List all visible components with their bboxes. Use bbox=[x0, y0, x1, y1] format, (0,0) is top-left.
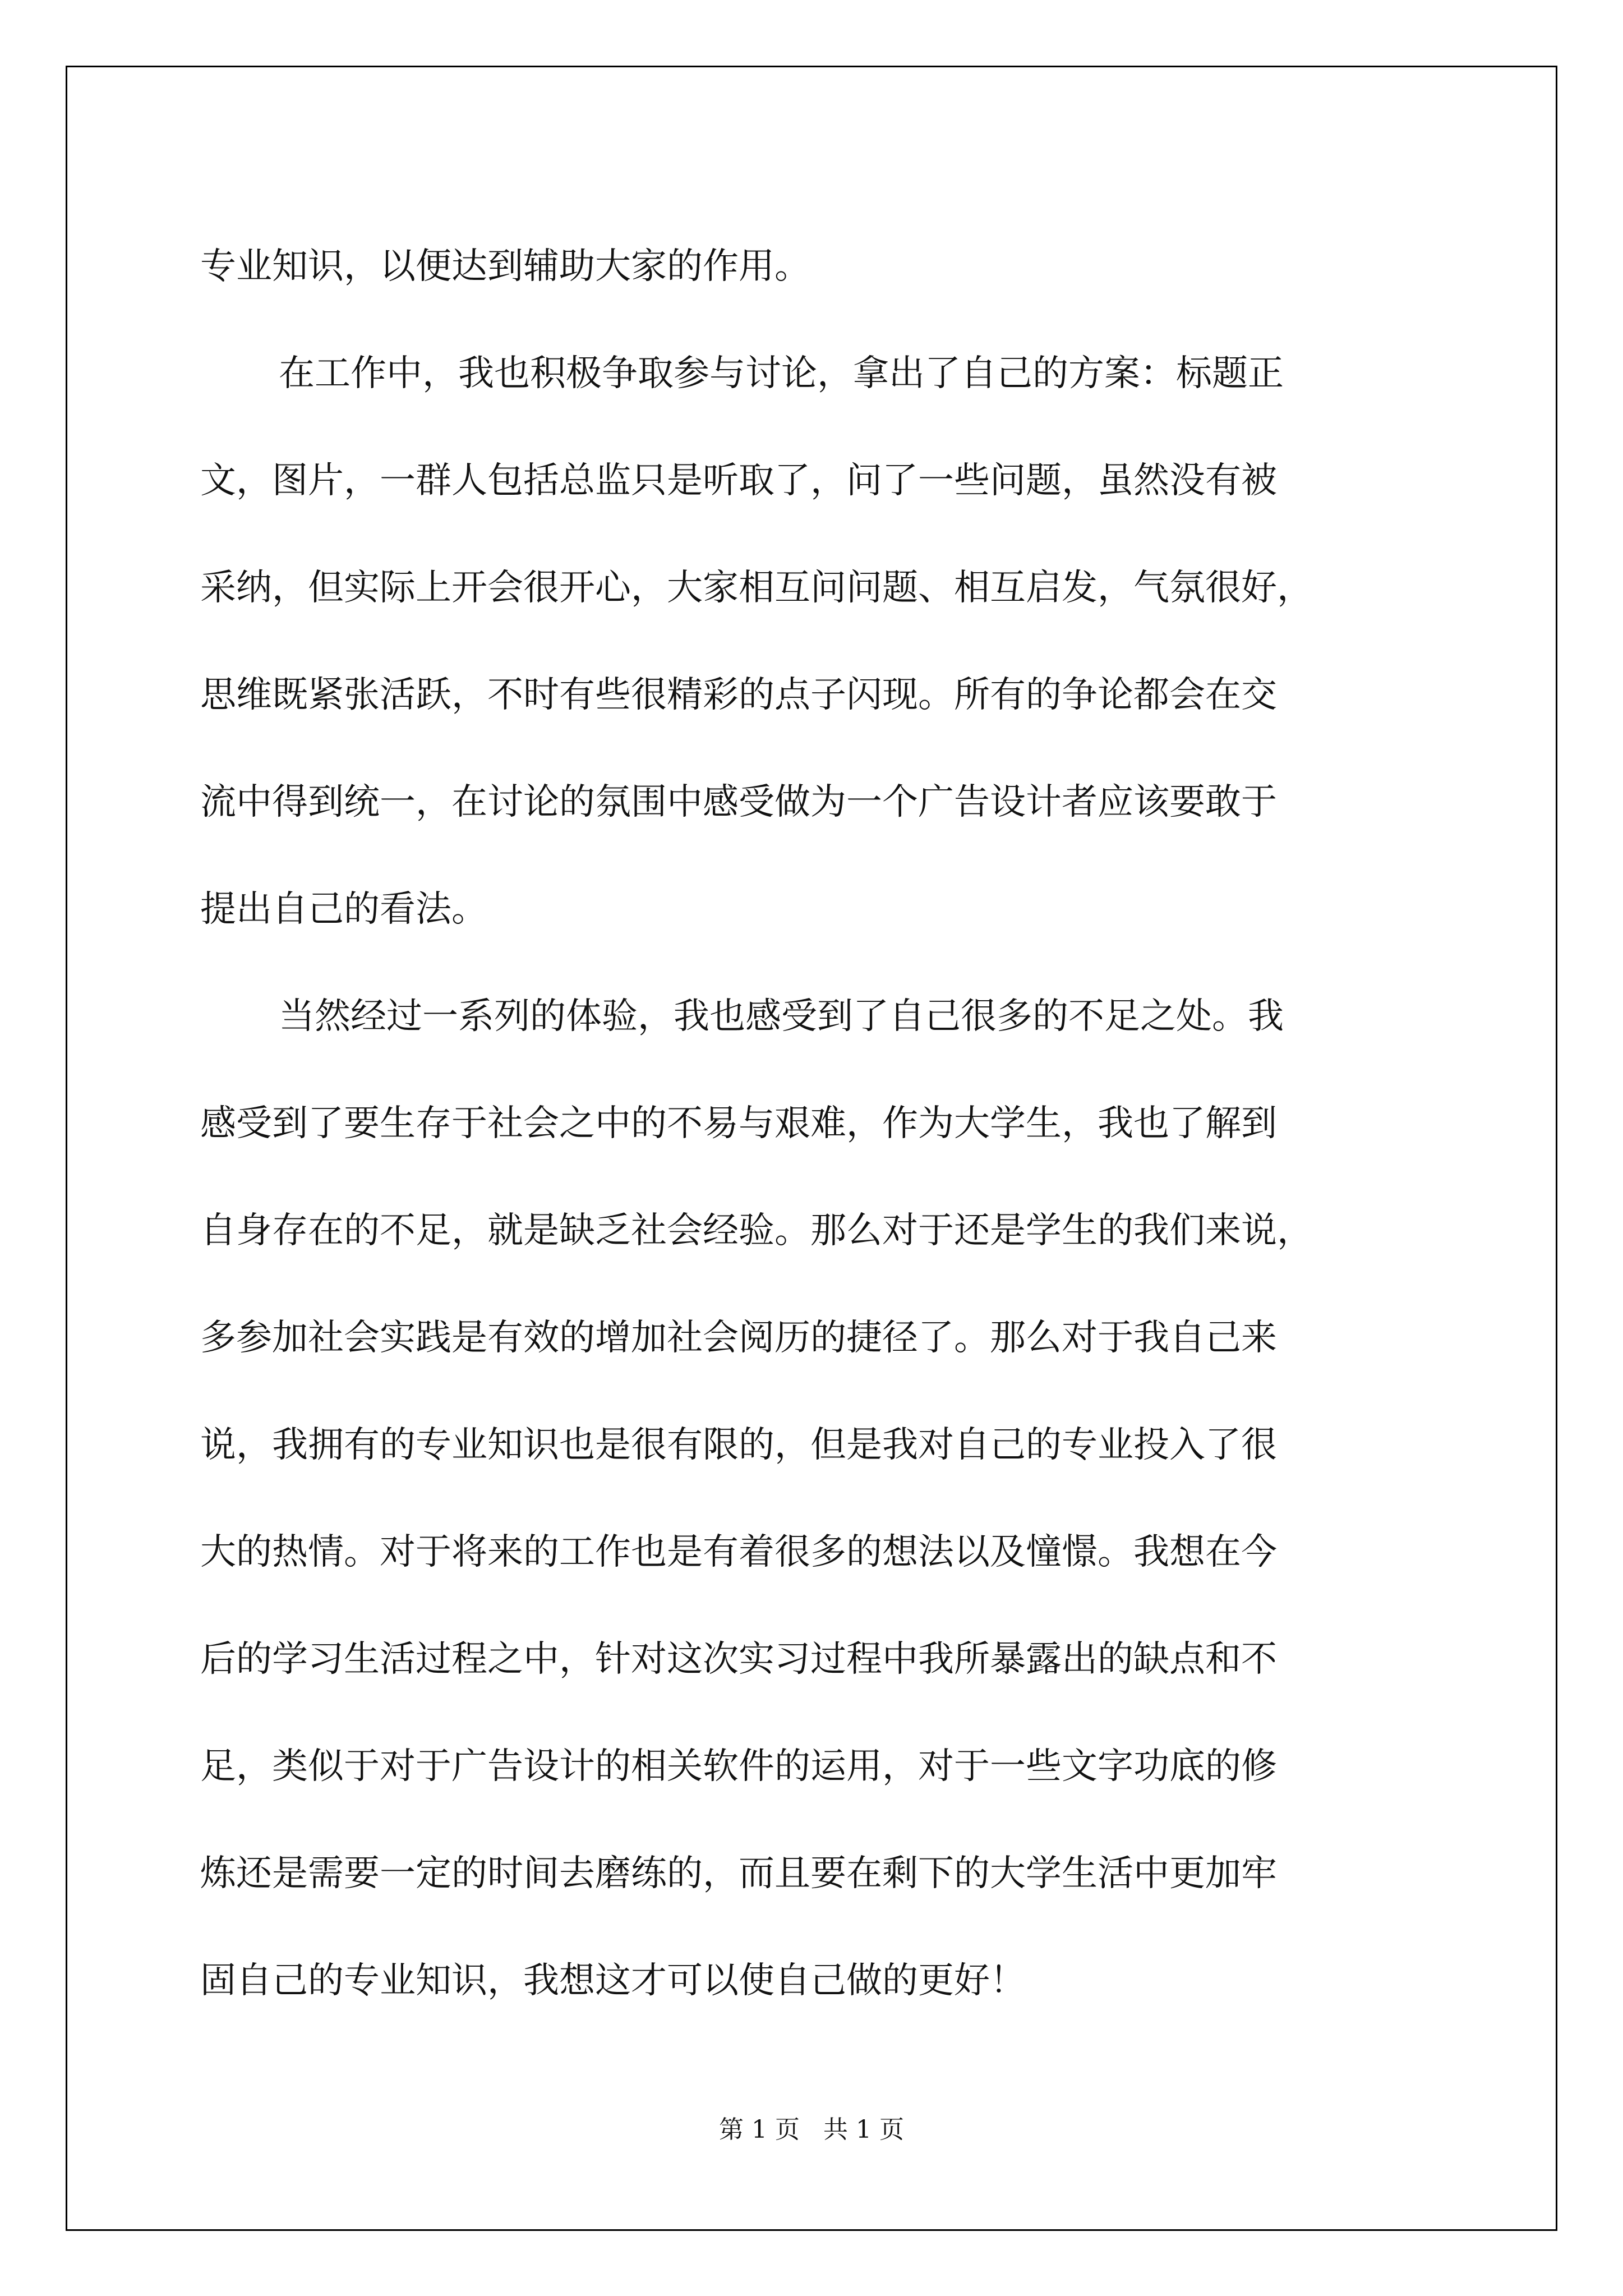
text-line: 提出自己的看法。 bbox=[200, 889, 487, 930]
text-line: 思维既紧张活跃，不时有些很精彩的点子闪现。所有的争论都会在交 bbox=[200, 674, 1277, 716]
text-line: 足，类似于对于广告设计的相关软件的运用，对于一些文字功底的修 bbox=[200, 1746, 1277, 1787]
text-line: 感受到了要生存于社会之中的不易与艰难，作为大学生，我也了解到 bbox=[200, 1103, 1277, 1144]
text-line: 流中得到统一，在讨论的氛围中感受做为一个广告设计者应该要敢于 bbox=[200, 781, 1277, 823]
text-line: 当然经过一系列的体验，我也感受到了自己很多的不足之处。我 bbox=[279, 996, 1284, 1037]
page-footer: 第 1 页 共 1 页 bbox=[719, 2115, 904, 2144]
text-line: 多参加社会实践是有效的增加社会阅历的捷径了。那么对于我自己来 bbox=[200, 1317, 1277, 1359]
text-line: 说，我拥有的专业知识也是很有限的，但是我对自己的专业投入了很 bbox=[200, 1424, 1277, 1466]
text-line: 在工作中，我也积极争取参与讨论，拿出了自己的方案：标题正 bbox=[279, 353, 1284, 394]
text-line: 采纳，但实际上开会很开心，大家相互问问题、相互启发，气氛很好， bbox=[200, 567, 1313, 609]
text-line: 大的热情。对于将来的工作也是有着很多的想法以及憧憬。我想在今 bbox=[200, 1531, 1277, 1573]
text-line: 专业知识，以便达到辅助大家的作用。 bbox=[200, 246, 810, 287]
text-line: 自身存在的不足，就是缺乏社会经验。那么对于还是学生的我们来说， bbox=[200, 1210, 1313, 1251]
text-line: 后的学习生活过程之中，针对这次实习过程中我所暴露出的缺点和不 bbox=[200, 1639, 1277, 1680]
text-line: 固自己的专业知识，我想这才可以使自己做的更好！ bbox=[200, 1960, 1026, 2001]
text-line: 文，图片，一群人包括总监只是听取了，问了一些问题，虽然没有被 bbox=[200, 460, 1277, 501]
document-body bbox=[200, 213, 1434, 2035]
text-line: 炼还是需要一定的时间去磨练的，而且要在剩下的大学生活中更加牢 bbox=[200, 1853, 1277, 1894]
